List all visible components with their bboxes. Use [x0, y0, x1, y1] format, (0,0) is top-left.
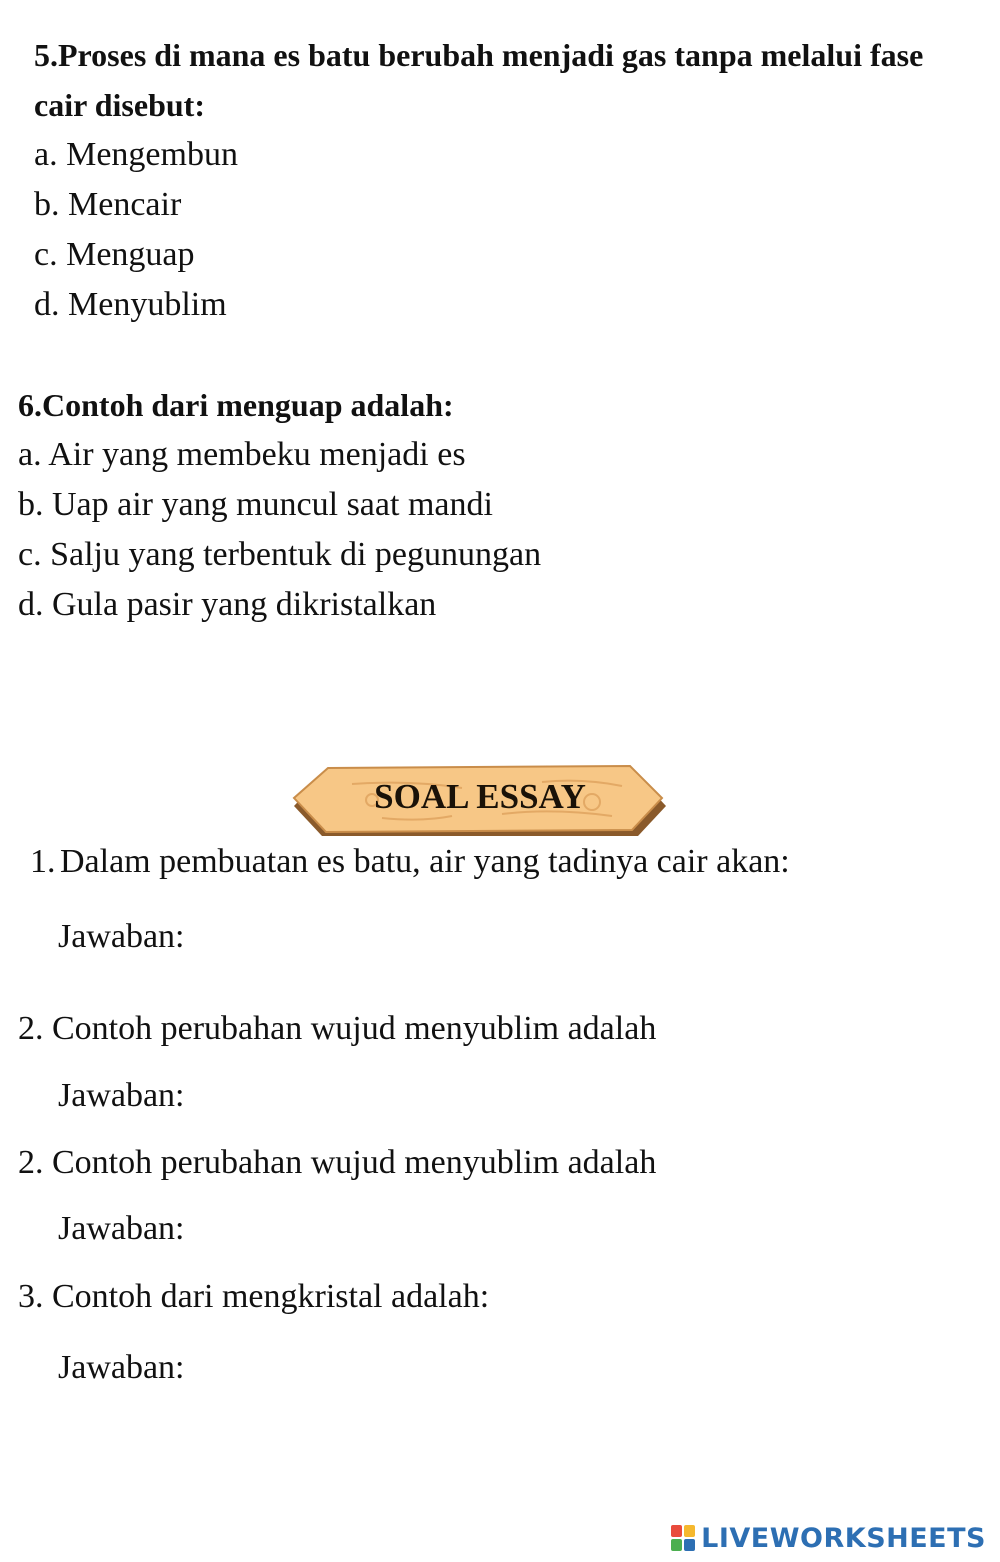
essay-answer-3[interactable]: Jawaban: — [58, 1349, 185, 1386]
essay-question-1-text: Dalam pembuatan es batu, air yang tadinya cair akan: — [60, 843, 790, 880]
banner-label: SOAL ESSAY — [374, 777, 586, 816]
essay-question-3: 3. Contoh dari mengkristal adalah: — [18, 1278, 490, 1315]
question-5 — [34, 30, 964, 330]
essay-question-2b: 2. Contoh perubahan wujud menyublim adalah — [18, 1144, 657, 1181]
question-5-title: 5.Proses di mana es batu berubah menjadi gas tanpa melalui fase cair disebut: — [34, 37, 924, 123]
essay-question-2: 2. Contoh perubahan wujud menyublim adalah — [18, 1010, 657, 1047]
question-6-option-c[interactable]: c. Salju yang terbentuk di pegunungan — [18, 536, 542, 573]
essay-answer-1[interactable]: Jawaban: — [58, 918, 185, 955]
question-6-option-d[interactable]: d. Gula pasir yang dikristalkan — [18, 586, 437, 623]
liveworksheets-logo — [671, 1518, 986, 1558]
soal-essay-banner — [292, 762, 668, 838]
question-5-option-a[interactable]: a. Mengembun — [34, 136, 238, 173]
question-6-option-a[interactable]: a. Air yang membeku menjadi es — [18, 436, 466, 473]
essay-answer-2b[interactable]: Jawaban: — [58, 1210, 185, 1247]
liveworksheets-brand: LIVEWORKSHEETS — [701, 1522, 986, 1554]
question-6-option-b[interactable]: b. Uap air yang muncul saat mandi — [18, 486, 493, 523]
question-5-option-b[interactable]: b. Mencair — [34, 186, 182, 223]
question-6-title: 6.Contoh dari menguap adalah: — [18, 387, 454, 423]
essay-answer-2[interactable]: Jawaban: — [58, 1077, 185, 1114]
essay-question-1 — [30, 837, 790, 887]
liveworksheets-logo-icon — [671, 1525, 695, 1551]
question-6 — [18, 380, 948, 630]
question-5-option-c[interactable]: c. Menguap — [34, 236, 195, 273]
essay-question-1-number: 1. — [30, 843, 56, 880]
question-5-option-d[interactable]: d. Menyublim — [34, 286, 227, 323]
